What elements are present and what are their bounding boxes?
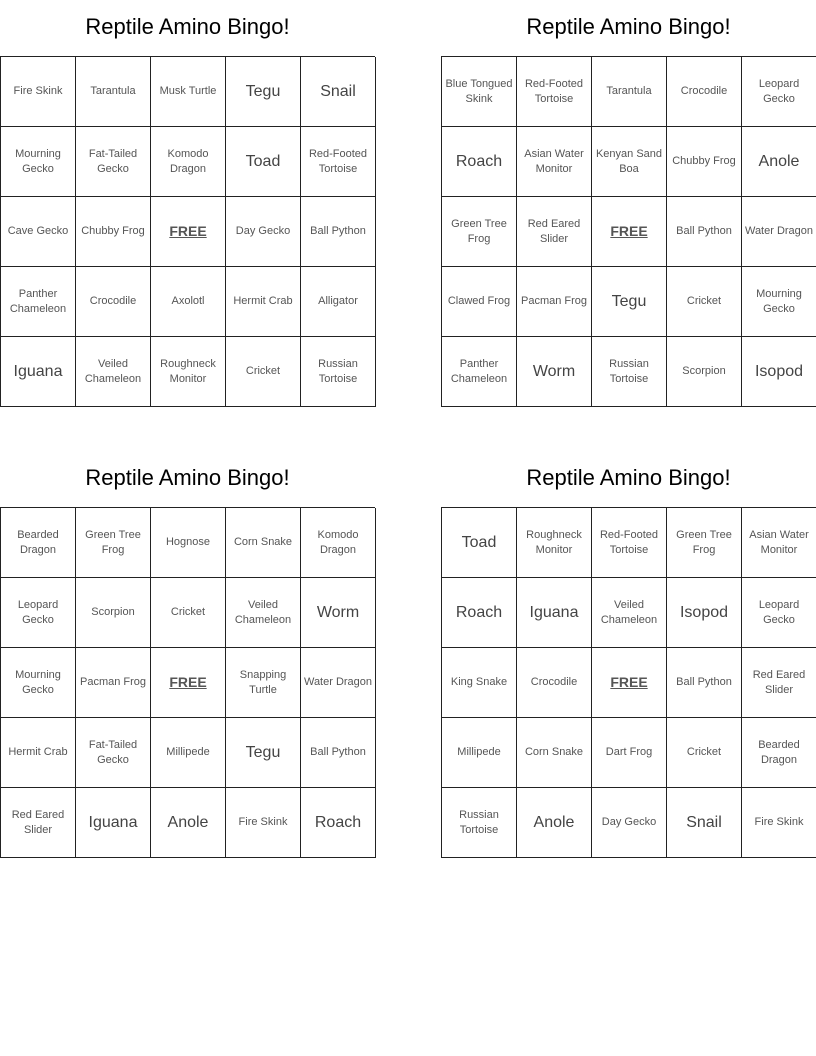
bingo-cell: Crocodile	[667, 57, 742, 127]
bingo-cell: Chubby Frog	[76, 197, 151, 267]
free-space: FREE	[151, 648, 226, 718]
bingo-cell: Dart Frog	[592, 718, 667, 788]
bingo-cell: Cricket	[151, 578, 226, 648]
bingo-cell: Musk Turtle	[151, 57, 226, 127]
bingo-grid	[441, 507, 816, 858]
bingo-cell: Isopod	[667, 578, 742, 648]
bingo-cell: Bearded Dragon	[742, 718, 816, 788]
bingo-cell: Roach	[301, 788, 376, 858]
bingo-cell: Fire Skink	[226, 788, 301, 858]
bingo-cell: Tarantula	[76, 57, 151, 127]
bingo-cell: Day Gecko	[592, 788, 667, 858]
bingo-cell: Panther Chameleon	[442, 337, 517, 407]
bingo-cell: Toad	[442, 508, 517, 578]
bingo-cell: Leopard Gecko	[742, 57, 816, 127]
bingo-cell: Green Tree Frog	[442, 197, 517, 267]
bingo-cell: Snapping Turtle	[226, 648, 301, 718]
bingo-cell: Corn Snake	[226, 508, 301, 578]
bingo-cell: Fire Skink	[1, 57, 76, 127]
bingo-cell: Roach	[442, 578, 517, 648]
bingo-cell: Red-Footed Tortoise	[301, 127, 376, 197]
bingo-cell: Red Eared Slider	[517, 197, 592, 267]
bingo-cell: Leopard Gecko	[1, 578, 76, 648]
bingo-cell: Russian Tortoise	[592, 337, 667, 407]
bingo-cell: Mourning Gecko	[1, 127, 76, 197]
bingo-cell: Snail	[301, 57, 376, 127]
bingo-card-1	[0, 0, 375, 407]
bingo-cell: Tegu	[592, 267, 667, 337]
bingo-cell: Ball Python	[667, 197, 742, 267]
bingo-cell: Tegu	[226, 57, 301, 127]
bingo-cell: Clawed Frog	[442, 267, 517, 337]
bingo-cell: Anole	[517, 788, 592, 858]
bingo-cell: Scorpion	[76, 578, 151, 648]
bingo-cell: Mourning Gecko	[1, 648, 76, 718]
bingo-cell: Ball Python	[301, 718, 376, 788]
bingo-cell: Green Tree Frog	[667, 508, 742, 578]
bingo-cell: Iguana	[76, 788, 151, 858]
bingo-cell: Russian Tortoise	[442, 788, 517, 858]
bingo-cell: Fat-Tailed Gecko	[76, 718, 151, 788]
bingo-cell: Veiled Chameleon	[76, 337, 151, 407]
bingo-cell: Kenyan Sand Boa	[592, 127, 667, 197]
bingo-cell: Roach	[442, 127, 517, 197]
bingo-cell: Crocodile	[517, 648, 592, 718]
bingo-cell: Cricket	[667, 267, 742, 337]
bingo-cell: Tegu	[226, 718, 301, 788]
bingo-card-4	[441, 451, 816, 858]
bingo-cell: Blue Tongued Skink	[442, 57, 517, 127]
bingo-cell: Iguana	[517, 578, 592, 648]
bingo-cell: Water Dragon	[742, 197, 816, 267]
bingo-cell: Cave Gecko	[1, 197, 76, 267]
bingo-cell: Veiled Chameleon	[226, 578, 301, 648]
bingo-cell: Fire Skink	[742, 788, 816, 858]
bingo-cell: Asian Water Monitor	[742, 508, 816, 578]
bingo-grid	[0, 507, 375, 858]
bingo-cell: Leopard Gecko	[742, 578, 816, 648]
bingo-cell: Worm	[301, 578, 376, 648]
bingo-cell: Snail	[667, 788, 742, 858]
bingo-cell: Isopod	[742, 337, 816, 407]
bingo-cell: Roughneck Monitor	[517, 508, 592, 578]
bingo-cell: Russian Tortoise	[301, 337, 376, 407]
bingo-cell: Anole	[151, 788, 226, 858]
free-space: FREE	[592, 648, 667, 718]
bingo-cell: Bearded Dragon	[1, 508, 76, 578]
bingo-cell: Panther Chameleon	[1, 267, 76, 337]
bingo-cell: Red-Footed Tortoise	[517, 57, 592, 127]
bingo-grid	[441, 56, 816, 407]
bingo-cell: Mourning Gecko	[742, 267, 816, 337]
bingo-cell: Red Eared Slider	[742, 648, 816, 718]
bingo-cell: Day Gecko	[226, 197, 301, 267]
free-space: FREE	[592, 197, 667, 267]
bingo-cell: Millipede	[442, 718, 517, 788]
bingo-cell: Green Tree Frog	[76, 508, 151, 578]
bingo-cell: Roughneck Monitor	[151, 337, 226, 407]
bingo-cell: Hognose	[151, 508, 226, 578]
bingo-cell: Anole	[742, 127, 816, 197]
card-title: Reptile Amino Bingo!	[85, 465, 290, 490]
bingo-grid	[0, 56, 375, 407]
bingo-card-2	[441, 0, 816, 407]
bingo-cell: Asian Water Monitor	[517, 127, 592, 197]
bingo-cell: King Snake	[442, 648, 517, 718]
bingo-cell: Worm	[517, 337, 592, 407]
bingo-cell: Fat-Tailed Gecko	[76, 127, 151, 197]
bingo-cell: Hermit Crab	[1, 718, 76, 788]
card-title: Reptile Amino Bingo!	[85, 14, 290, 39]
bingo-cell: Millipede	[151, 718, 226, 788]
bingo-cell: Corn Snake	[517, 718, 592, 788]
bingo-cell: Water Dragon	[301, 648, 376, 718]
bingo-cell: Cricket	[226, 337, 301, 407]
card-title: Reptile Amino Bingo!	[526, 465, 731, 490]
bingo-cell: Red Eared Slider	[1, 788, 76, 858]
bingo-cell: Ball Python	[301, 197, 376, 267]
bingo-cell: Tarantula	[592, 57, 667, 127]
card-title: Reptile Amino Bingo!	[526, 14, 731, 39]
bingo-cell: Toad	[226, 127, 301, 197]
bingo-cell: Red-Footed Tortoise	[592, 508, 667, 578]
bingo-cell: Komodo Dragon	[151, 127, 226, 197]
free-space: FREE	[151, 197, 226, 267]
bingo-cell: Chubby Frog	[667, 127, 742, 197]
bingo-cell: Pacman Frog	[76, 648, 151, 718]
bingo-cell: Komodo Dragon	[301, 508, 376, 578]
bingo-card-3	[0, 451, 375, 858]
bingo-cell: Scorpion	[667, 337, 742, 407]
bingo-cell: Pacman Frog	[517, 267, 592, 337]
bingo-cell: Alligator	[301, 267, 376, 337]
bingo-cell: Veiled Chameleon	[592, 578, 667, 648]
bingo-cell: Ball Python	[667, 648, 742, 718]
bingo-cell: Iguana	[1, 337, 76, 407]
bingo-cell: Crocodile	[76, 267, 151, 337]
bingo-cell: Axolotl	[151, 267, 226, 337]
bingo-cell: Cricket	[667, 718, 742, 788]
bingo-cell: Hermit Crab	[226, 267, 301, 337]
